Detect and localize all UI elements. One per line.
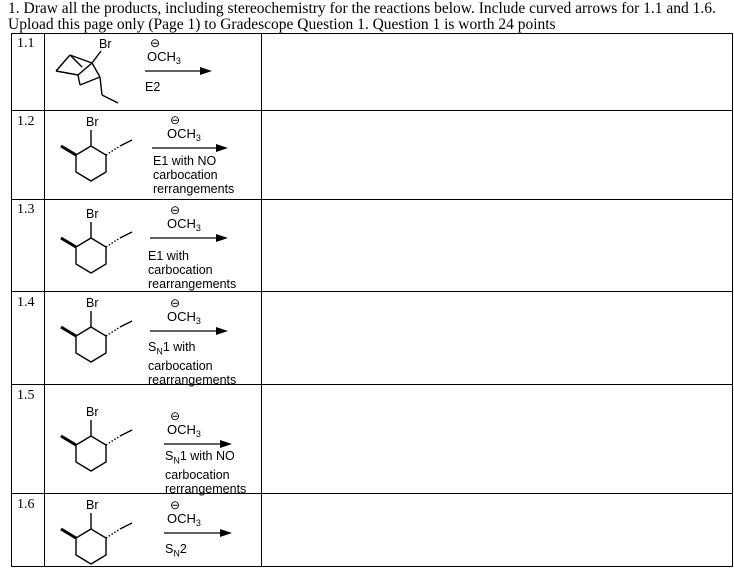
question-number-1-3: 1.3 — [17, 202, 35, 217]
svg-text:OCH3: $OCH_3$ — [167, 422, 201, 439]
cyclohexyl-bromide-structure — [52, 404, 142, 476]
cyclohexyl-bromide-structure — [52, 206, 142, 278]
svg-text:Br: Br — [86, 207, 99, 221]
cyclohexyl-bromide-structure — [52, 497, 142, 569]
svg-text:⊖: ⊖ — [170, 409, 181, 423]
column-divider-number — [44, 34, 45, 566]
row-divider — [12, 199, 732, 200]
condition-text: $S_N1$ with carbocation rearrangements — [148, 340, 237, 387]
row-divider — [12, 384, 732, 385]
condition-label: E2 — [145, 80, 161, 94]
svg-text:OCH3: $OCH_3$ — [167, 309, 201, 326]
row-divider — [12, 291, 732, 292]
methoxide-label: $OCH_3$ — [147, 49, 181, 66]
svg-text:Br: Br — [86, 115, 99, 129]
question-number-1-5: 1.5 — [17, 388, 35, 403]
question-table — [11, 33, 733, 567]
condition-text: E1 with NO carbocation rerrangements — [153, 154, 235, 196]
question-number-1-2: 1.2 — [17, 114, 35, 129]
column-divider-answer — [261, 34, 262, 566]
svg-text:Br: Br — [86, 296, 99, 310]
svg-text:Br: Br — [86, 405, 99, 419]
svg-text:⊖: ⊖ — [170, 113, 181, 127]
bicyclic-bromide-structure — [48, 37, 120, 109]
svg-text:OCH3: $OCH_3$ — [167, 126, 201, 143]
question-number-1-6: 1.6 — [17, 497, 35, 512]
svg-text:⊖: ⊖ — [170, 296, 181, 310]
question-number-1-1: 1.1 — [17, 36, 35, 51]
instructions-line-2: Upload this page only (Page 1) to Gradescope Question 1. Question 1 is worth 24 points — [8, 16, 556, 33]
row-divider — [12, 110, 732, 111]
condition-text: E1 with carbocation rearrangements — [148, 249, 237, 291]
row-divider — [12, 493, 732, 494]
svg-text:OCH3: $OCH_3$ — [167, 511, 201, 528]
condition-text: $S_N1$ with NO carbocation rerrangements — [165, 449, 247, 496]
negative-charge-symbol: ⊖ — [150, 36, 161, 50]
question-number-1-4: 1.4 — [17, 295, 35, 310]
cyclohexyl-bromide-structure — [52, 295, 142, 367]
svg-text:⊖: ⊖ — [170, 498, 181, 512]
svg-text:⊖: ⊖ — [170, 203, 181, 217]
svg-text:OCH3: $OCH_3$ — [167, 216, 201, 233]
svg-text:Br: Br — [86, 498, 99, 512]
cyclohexyl-bromide-structure — [52, 114, 142, 186]
condition-text: $S_N2$ — [165, 542, 187, 559]
instructions-line-1: 1. Draw all the products, including stereochemistry for the reactions below. Include curved arrows for 1.1 and 1.6. — [8, 0, 716, 17]
reaction-arrow-head — [200, 67, 212, 75]
bromine-label: Br — [99, 37, 112, 51]
